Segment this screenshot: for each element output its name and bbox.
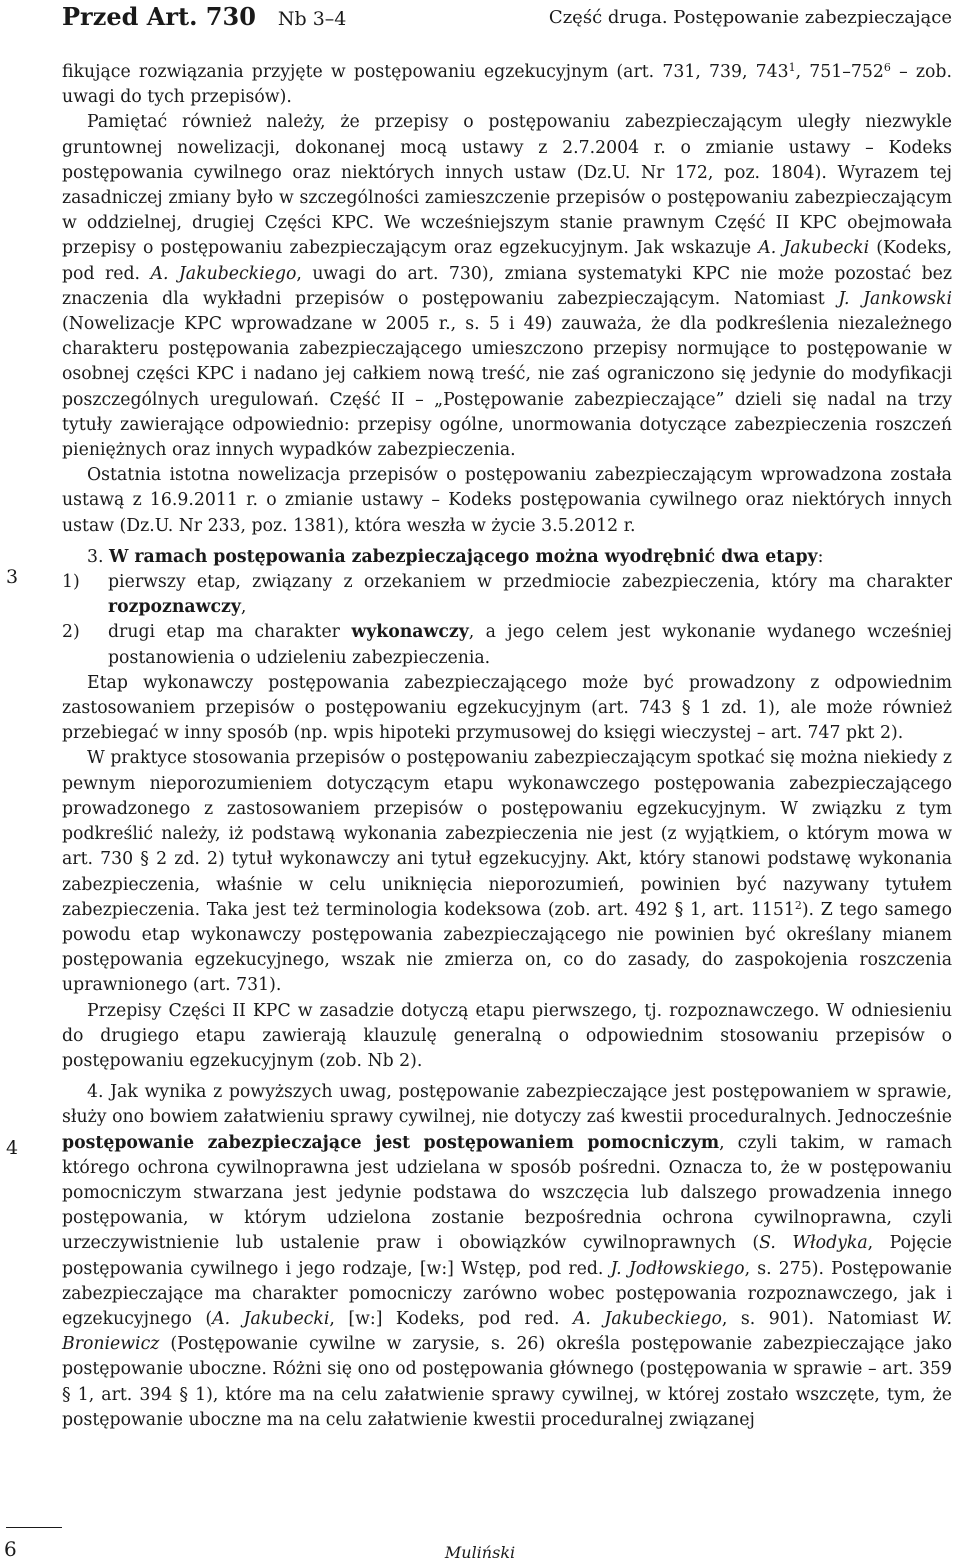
paragraph-practice: W praktyce stosowania przepisów o postępowaniu zabezpieczającym spotkać się można niekiedy z pewnym nieporozumieniem dotyczącym etapu wykonawczego postępowania zabezpieczającego prowadzonego z zastosowaniem przepisów o postępowaniu egzekucyjnym. W związku z tym podkreślić należy, iż podstawą wykonania zabezpieczenia nie jest (z wyjątkiem, o którym mowa w art. 730 § 2 zd. 2) tytuł wykonawczy ani tytuł egzekucyjny. Akt, który stanowi podstawę wykonania zabezpieczenia, właśnie w celu uniknięcia nieporozumień, powinien być nazywany tytułem zabezpieczenia. Taka jest też terminologia kodeksowa (zob. art. 492 § 1, art. 1151$^2$). Z tego samego powodu etap wykonawczy postępowania zabezpieczającego nie powinien być określany mianem postępowania egzekucyjnego, wszak nie zmierza on, co do zasady, do zaspokojenia roszczenia uprawnionego (art. 731).	[62, 748, 952, 996]
list-item-2: 2) drugi etap ma charakter wykonawczy, a jego celem jest wykonanie wydanego wcześniej postanowienia o udzieleniu zabezpieczenia.	[62, 622, 952, 668]
page-number: 6	[4, 1537, 17, 1561]
margin-number-4: 4	[6, 1137, 19, 1159]
paragraph-continuation: fikujące rozwiązania przyjęte w postępowaniu egzekucyjnym (art. 731, 739, $743^1$, $751-752^6$ – zob. uwagi do tych przepisów).	[62, 61, 952, 108]
paragraph-part-ii: Przepisy Części II KPC w zasadzie dotyczą etapu pierwszego, tj. rozpoznawczego. W odniesieniu do drugiego etapu zawierają klauzulę generalną o odpowiednim stosowaniu przepisów o postępowaniu egzekucyjnym (zob. Nb 2).	[62, 1000, 952, 1071]
header-title: Przed Art. 730	[62, 2, 256, 31]
header-margin-numbers: Nb 3–4	[277, 8, 347, 30]
list-item-1: 1) pierwszy etap, związany z orzekaniem w przedmiocie zabezpieczenia, który ma charakter rozpoznawczy,	[62, 572, 952, 618]
header-left	[62, 2, 346, 31]
section-4-paragraph: 4. Jak wynika z powyższych uwag, postępowanie zabezpieczające jest postępowaniem w sprawie, służy ono bowiem załatwieniu sprawy cywilnej, nie dotyczy zaś kwestii proceduralnych. Jednocześnie postępowanie zabezpieczające jest postępowaniem pomocniczym, czyli takim, w ramach którego ochrona cywilnoprawna jest udzielana w sposób pośredni. Oznacza to, że w postępowaniu pomocniczym stwarzana jest jedynie podstawa do wszczęcia lub dalszego prowadzenia innego postępowania, w którym udzielona zostanie bezpośrednia ochrona cywilnoprawna, czyli urzeczywistnienie lub ustalenie praw i obowiązków cywilnoprawnych (S. Włodyka, Pojęcie postępowania cywilnego i jego rodzaje, [w:] Wstęp, pod red. J. Jodłowskiego, s. 275). Postępowanie zabezpieczające ma charakter pomocniczy zarówno wobec postępowania rozpoznawczego, jak i egzekucyjnego (A. Jakubecki, [w:] Kodeks, pod red. A. Jakubeckiego, s. 901). Natomiast W. Broniewicz (Postępowanie cywilne w zarysie, s. 26) określa postępowanie zabezpieczające jako postępowanie uboczne. Różni się ono od postępowania głównego (postępowania w sprawie – art. 359 § 1, art. 394 § 1), które ma na celu załatwienie sprawy cywilnej, w której zostało wszczęte, tym, że postępowanie uboczne ma na celu załatwienie kwestii proceduralnej związanej	[62, 1082, 953, 1430]
section-3-heading: 3. W ramach postępowania zabezpieczającego można wyodrębnić dwa etapy:	[87, 546, 824, 567]
paragraph-novelization-2004: Pamiętać również należy, że przepisy o postępowaniu zabezpieczającym uległy niezwykle gruntownej nowelizacji, dokonanej mocą ustawy z 2.7.2004 r. o zmianie ustawy – Kodeks postępowania cywilnego oraz niektórych innych ustaw (Dz.U. Nr 172, poz. 1804). Wyrazem tej zasadniczej zmiany było w szczególności zamieszczenie przepisów o postępowaniu zabezpieczającym w oddzielnej, drugiej Części KPC. We wcześniejszym stanie prawnym Część II KPC obejmowała przepisy o postępowaniu zabezpieczającym oraz egzekucyjnym. Jak wskazuje A. Jakubecki (Kodeks, pod red. A. Jakubeckiego, uwagi do art. 730), zmiana systematyki KPC nie może pozostać bez znaczenia dla wykładni przepisów o postępowaniu zabezpieczającym. Natomiast J. Jankowski (Nowelizacje KPC wprowadzane w 2005 r., s. 5 i 49) zauważa, że dla podkreślenia niezależnego charakteru postępowania zabezpieczającego umieszczono przepisy normujące to postępowanie w osobnej części KPC i nadano jej całkiem nową treść, nie zaś ograniczono się jedynie do modyfikacji poszczególnych uregulowań. Część II – „Postępowanie zabezpieczające” dzieli się nadal na trzy tytuły zawierające odpowiednio: przepisy ogólne, unormowania dotyczące zabezpieczenia roszczeń pieniężnych oraz innych wypadków zabezpieczenia.	[62, 112, 953, 461]
paragraph-novelization-2011: Ostatnia istotna nowelizacja przepisów o postępowaniu zabezpieczającym wprowadzona została ustawą z 16.9.2011 r. o zmianie ustawy – Kodeks postępowania cywilnego oraz niektórych innych ustaw (Dz.U. Nr 233, poz. 1381), która weszła w życie 3.5.2012 r.	[62, 465, 952, 536]
margin-number-3: 3	[6, 566, 19, 588]
footer-author: Muliński	[444, 1543, 516, 1562]
header-section: Część druga. Postępowanie zabezpieczające	[548, 7, 952, 28]
paragraph-execution-stage: Etap wykonawczy postępowania zabezpieczającego może być prowadzony z odpowiednim zastosowaniem przepisów o postępowaniu egzekucyjnym (art. 743 § 1 zd. 1), ale może również przebiegać w inny sposób (np. wpis hipoteki przymusowej do księgi wieczystej – art. 747 pkt 2).	[62, 672, 952, 744]
running-header	[62, 2, 952, 36]
body-text	[62, 60, 952, 1433]
footer-rule	[6, 1527, 62, 1528]
